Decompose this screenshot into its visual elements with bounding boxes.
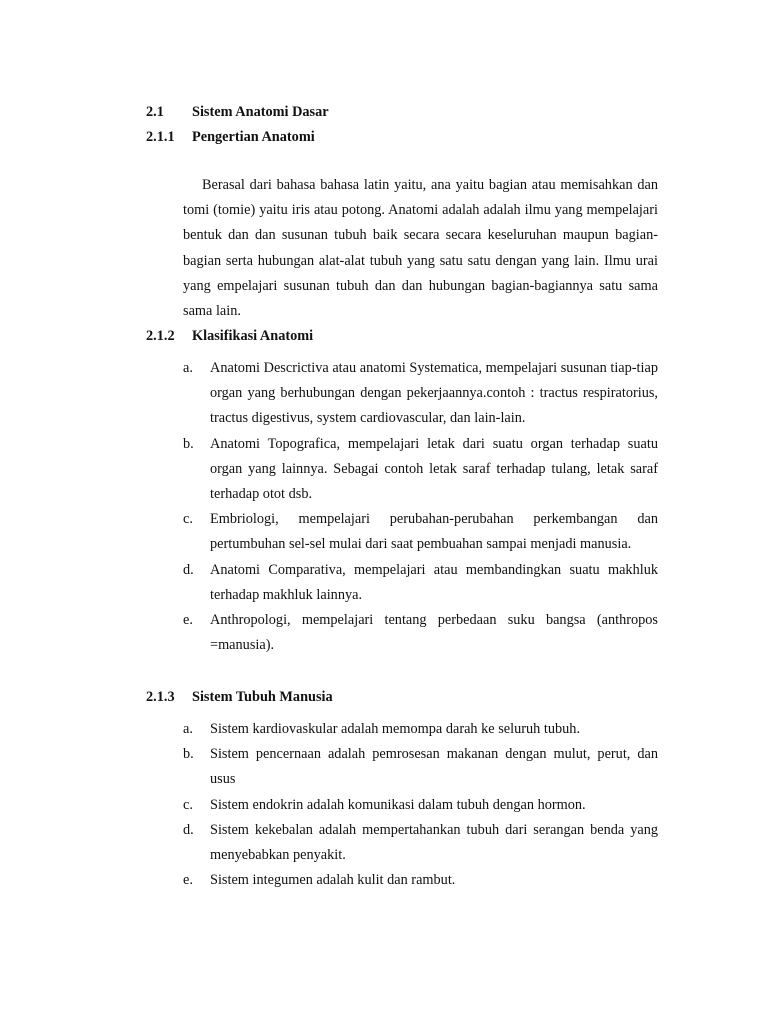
list-item [183,868,658,893]
section-heading-2-1 [146,103,329,121]
list-item [183,793,658,818]
list-marker: d. [183,561,194,578]
list-item [183,818,658,868]
section-heading-2-1-2 [146,327,313,345]
list-item [183,717,658,742]
paragraph-pengertian [183,173,658,324]
list-item-text: Embriologi, mempelajari perubahan-perubahan perkembangan dan pertumbuhan sel-sel mulai dari saat pembuahan sampai menjadi manusia. [210,511,658,553]
sistem-tubuh-list [183,717,658,893]
klasifikasi-list [183,356,658,658]
section-heading-2-1-1 [146,128,315,146]
list-marker: a. [183,360,193,376]
list-item-text: Anatomi Descrictiva atau anatomi Systematica, mempelajari susunan tiap-tiap organ yang berhubungan dengan pekerjaannya.contoh : tractus respiratorius, tractus digestivus, system cardiovascular, dan lain-lain. [210,360,658,427]
list-marker: c. [183,511,193,528]
list-marker: c. [183,796,193,813]
list-item-text: Anatomi Comparativa, mempelajari atau membandingkan suatu makhluk terhadap makhluk lainnya. [210,561,658,603]
list-item-text: Sistem kardiovaskular adalah memompa darah ke seluruh tubuh. [210,721,581,737]
section-title: Sistem Anatomi Dasar [192,104,329,120]
section-number: 2.1.3 [146,689,175,705]
list-item [183,356,658,432]
section-heading-2-1-3 [146,688,333,706]
list-item [183,507,658,557]
section-title: Pengertian Anatomi [192,129,315,145]
list-item-text: Sistem pencernaan adalah pemrosesan makanan dengan mulut, perut, dan usus [210,746,658,788]
section-number: 2.1.1 [146,129,175,145]
list-marker: e. [183,612,193,629]
list-item [183,432,658,508]
list-item [183,558,658,608]
list-marker: e. [183,872,193,889]
list-item-text: Sistem endokrin adalah komunikasi dalam tubuh dengan hormon. [210,796,586,813]
list-marker: a. [183,721,193,737]
section-number: 2.1.2 [146,328,175,344]
list-item [183,742,658,792]
list-marker: b. [183,435,194,452]
paragraph-text: Berasal dari bahasa bahasa latin yaitu, ana yaitu bagian atau memisahkan dan tomi (tomie) yaitu iris atau potong. Anatomi adalah adalah ilmu yang mempelajari bentuk dan dan susunan tubuh baik secara secara keseluruhan maupun bagian-bagian serta hubungan alat-alat tubuh yang satu satu dengan yang lain. Ilmu urai yang empelajari susunan tubuh dan dan hubungan bagian-bagiannya satu sama sama lain. [183,177,658,320]
list-item-text: Anthropologi, mempelajari tentang perbedaan suku bangsa (anthropos =manusia). [210,612,658,654]
list-item-text: Anatomi Topografica, mempelajari letak dari suatu organ terhadap suatu organ yang lainnya. Sebagai contoh letak saraf terhadap tulang, letak saraf terhadap otot dsb. [210,435,658,503]
list-item-text: Sistem integumen adalah kulit dan rambut. [210,872,456,889]
list-marker: b. [183,746,194,763]
list-item [183,608,658,658]
list-item-text: Sistem kekebalan adalah mempertahankan tubuh dari serangan benda yang menyebabkan penyakit. [210,821,658,864]
section-title: Sistem Tubuh Manusia [192,689,333,705]
section-title: Klasifikasi Anatomi [192,328,314,344]
list-marker: d. [183,821,194,838]
section-number: 2.1 [146,104,164,120]
